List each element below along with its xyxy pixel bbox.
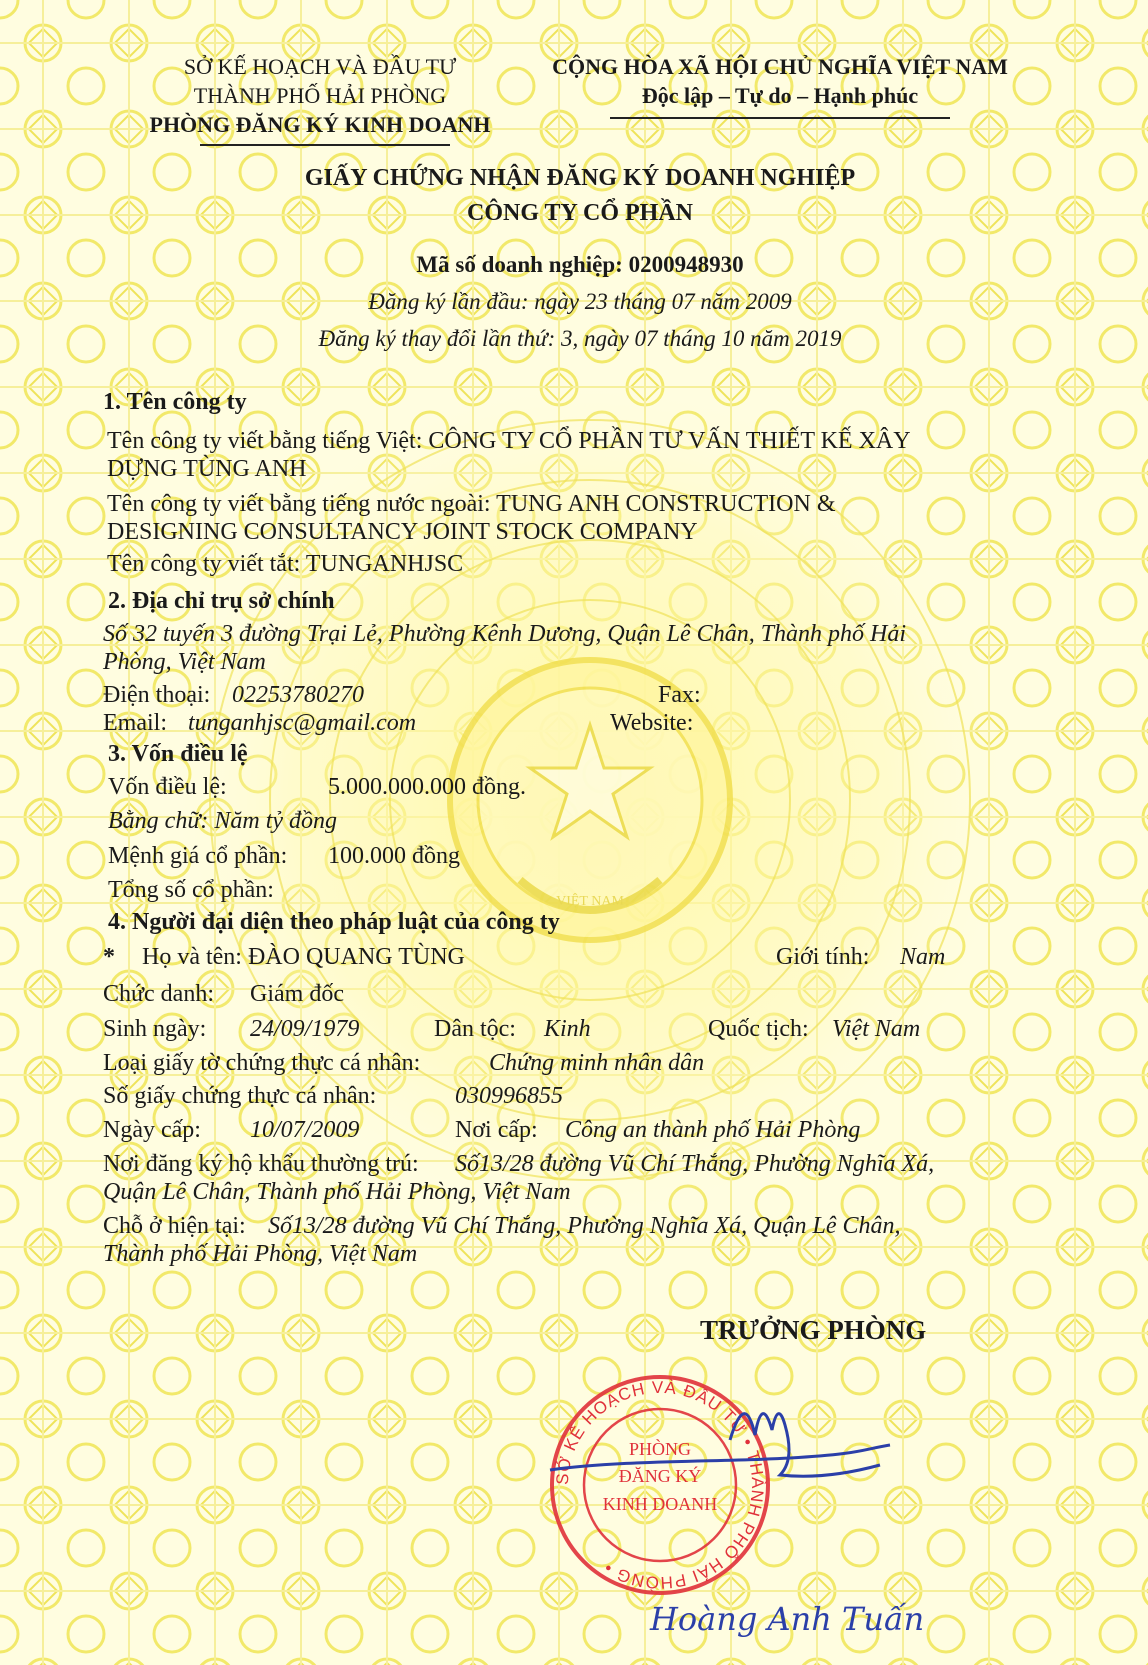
agency-line2: THÀNH PHỐ HẢI PHÒNG <box>193 83 447 108</box>
bullet: * <box>103 944 115 970</box>
capital-in-words: Bằng chữ: Năm tỷ đồng <box>108 808 338 834</box>
phone-label: Điện thoại: <box>103 682 211 708</box>
email-value: tunganhjsc@gmail.com <box>188 710 417 736</box>
gender-value: Nam <box>900 944 946 970</box>
country-name: CỘNG HÒA XÃ HỘI CHỦ NGHĨA VIỆT NAM <box>552 54 1008 79</box>
current-address-line2: Thành phố Hải Phòng, Việt Nam <box>103 1241 418 1267</box>
residence-value-line1: Số13/28 đường Vũ Chí Thắng, Phường Nghĩa Xá, <box>455 1151 935 1177</box>
address-line1: Số 32 tuyến 3 đường Trại Lẻ, Phường Kênh Dương, Quận Lê Chân, Thành phố Hải <box>103 621 907 647</box>
company-name-vn-line2: DỰNG TÙNG ANH <box>107 456 307 482</box>
capital-label: Vốn điều lệ: <box>108 774 227 800</box>
company-short-name: Tên công ty viết tắt: TUNGANHJSC <box>107 551 464 577</box>
enterprise-code: Mã số doanh nghiệp: 0200948930 <box>416 252 744 277</box>
company-name-foreign-line1: Tên công ty viết bằng tiếng nước ngoài: TUNG ANH CONSTRUCTION & <box>107 491 836 517</box>
section3-heading: 3. Vốn điều lệ <box>108 741 248 767</box>
par-value: 100.000 đồng <box>328 843 460 869</box>
dob-value: 24/09/1979 <box>250 1016 360 1042</box>
current-address-label: Chỗ ở hiện tại: <box>103 1213 246 1239</box>
website-label: Website: <box>610 710 694 736</box>
issue-place-label: Nơi cấp: <box>455 1117 538 1143</box>
signer-name: Hoàng Anh Tuấn <box>650 1600 925 1638</box>
stamp-line3: KINH DOANH <box>602 1494 718 1514</box>
address-line2: Phòng, Việt Nam <box>103 649 266 675</box>
stamp-line2: ĐĂNG KÝ <box>618 1466 702 1486</box>
svg-text:VIỆT NAM: VIỆT NAM <box>556 894 624 909</box>
ethnic-label: Dân tộc: <box>434 1016 516 1042</box>
dob-label: Sinh ngày: <box>103 1016 207 1042</box>
stamp-ring-text: SỞ KẾ HOẠCH VÀ ĐẦU TƯ • THÀNH PHỐ HẢI PHÒNG • <box>552 1377 768 1593</box>
agency-line3: PHÒNG ĐĂNG KÝ KINH DOANH <box>149 112 491 137</box>
signer-title: TRƯỞNG PHÒNG <box>700 1315 927 1345</box>
stamp-line1: PHÒNG <box>628 1439 692 1459</box>
residence-value-line2: Quận Lê Chân, Thành phố Hải Phòng, Việt Nam <box>103 1179 571 1205</box>
gender-label: Giới tính: <box>776 944 870 970</box>
email-label: Email: <box>103 710 167 736</box>
nationality-label: Quốc tịch: <box>708 1016 809 1042</box>
agency-line1: SỞ KẾ HOẠCH VÀ ĐẦU TƯ <box>183 54 457 79</box>
issue-place-value: Công an thành phố Hải Phòng <box>565 1117 861 1143</box>
capital-value: 5.000.000.000 đồng. <box>328 774 526 800</box>
signature-stroke <box>550 1445 890 1470</box>
position-label: Chức danh: <box>103 981 214 1007</box>
issue-date-value: 10/07/2009 <box>250 1117 360 1143</box>
motto-underline <box>610 117 950 119</box>
issue-date-label: Ngày cấp: <box>103 1117 201 1143</box>
id-number-value: 030996855 <box>455 1083 563 1109</box>
agency-underline <box>200 144 450 146</box>
current-address-line1: Số13/28 đường Vũ Chí Thắng, Phường Nghĩa Xá, Quận Lê Chân, <box>268 1213 901 1239</box>
company-name-vn-line1: Tên công ty viết bằng tiếng Việt: CÔNG TY CỔ PHẦN TƯ VẤN THIẾT KẾ XÂY <box>107 428 911 454</box>
section4-heading: 4. Người đại diện theo pháp luật của công ty <box>108 909 560 935</box>
change-registration: Đăng ký thay đổi lần thứ: 3, ngày 07 tháng 10 năm 2019 <box>318 326 842 351</box>
id-number-label: Số giấy chứng thực cá nhân: <box>103 1083 377 1109</box>
section2-heading: 2. Địa chỉ trụ sở chính <box>108 588 335 614</box>
ethnic-value: Kinh <box>544 1016 591 1042</box>
total-shares-label: Tổng số cổ phần: <box>108 877 274 903</box>
nationality-value: Việt Nam <box>832 1016 921 1042</box>
document-subtitle: CÔNG TY CỔ PHẦN <box>466 200 693 226</box>
id-type-label: Loại giấy tờ chứng thực cá nhân: <box>103 1050 421 1076</box>
id-type-value: Chứng minh nhân dân <box>489 1050 705 1076</box>
representative-name: Họ và tên: ĐÀO QUANG TÙNG <box>142 944 465 970</box>
par-value-label: Mệnh giá cổ phần: <box>108 843 288 869</box>
phone-value: 02253780270 <box>232 682 364 708</box>
section1-heading: 1. Tên công ty <box>103 389 247 415</box>
fax-label: Fax: <box>658 682 701 708</box>
document-title: GIẤY CHỨNG NHẬN ĐĂNG KÝ DOANH NGHIỆP <box>304 165 856 191</box>
position-value: Giám đốc <box>250 981 344 1007</box>
company-name-foreign-line2: DESIGNING CONSULTANCY JOINT STOCK COMPANY <box>107 519 698 545</box>
first-registration: Đăng ký lần đầu: ngày 23 tháng 07 năm 2009 <box>368 289 792 314</box>
country-motto: Độc lập – Tự do – Hạnh phúc <box>641 83 919 108</box>
residence-label: Nơi đăng ký hộ khẩu thường trú: <box>103 1151 419 1177</box>
